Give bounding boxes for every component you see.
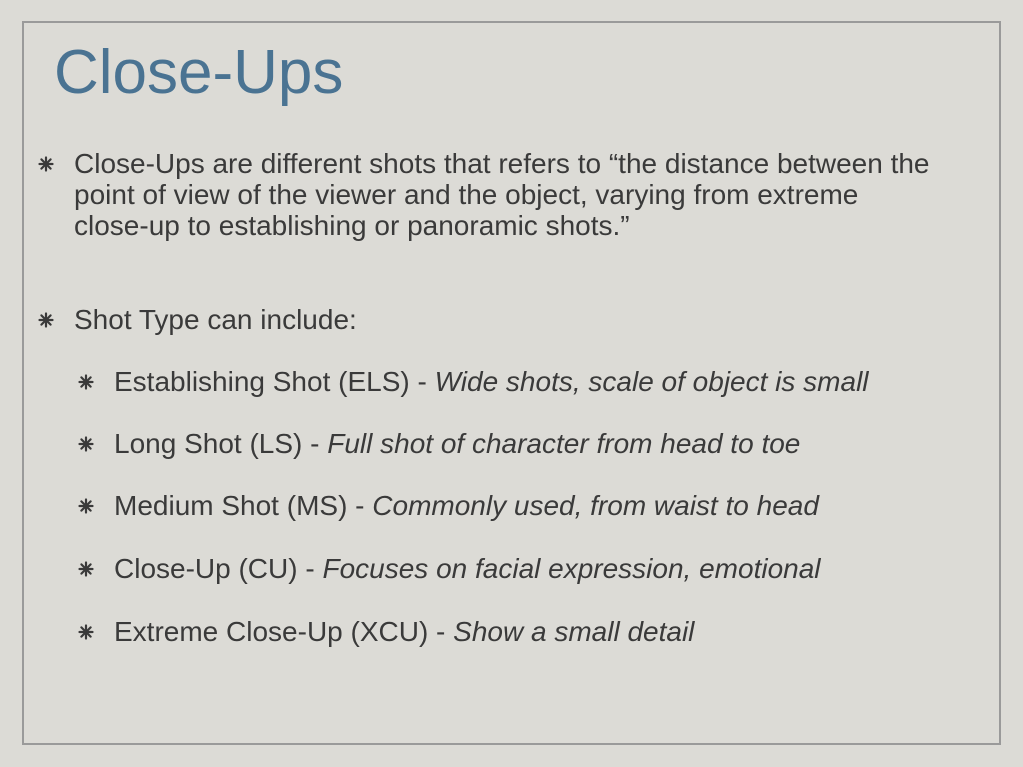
- sub-bullet-cu: [76, 553, 821, 584]
- shot-label: Long Shot (LS) -: [114, 428, 328, 459]
- sub-bullet-ls: [76, 428, 800, 459]
- shot-label: Extreme Close-Up (XCU) -: [114, 616, 454, 647]
- bullet-shot-type: [36, 304, 357, 335]
- bullet-definition-text: Close-Ups are different shots that refers to “the distance between the point of view of the viewer and the object, varying from extreme close-up to establishing or panoramic shots.”: [74, 148, 930, 241]
- shot-description: Show a small detail: [453, 616, 695, 647]
- sub-bullet-els: [76, 366, 869, 397]
- shot-description: Focuses on facial expression, emotional: [322, 553, 821, 584]
- sub-bullet-ms: [76, 490, 819, 521]
- shot-description: Full shot of character from head to toe: [327, 428, 801, 459]
- shot-label: Close-Up (CU) -: [114, 553, 323, 584]
- bullet-shot-type-text: Shot Type can include:: [74, 304, 357, 335]
- shot-label: Establishing Shot (ELS) -: [114, 366, 435, 397]
- shot-description: Commonly used, from waist to head: [372, 490, 819, 521]
- shot-description: Wide shots, scale of object is small: [434, 366, 869, 397]
- shot-label: Medium Shot (MS) -: [114, 490, 373, 521]
- slide-title: Close-Ups: [54, 38, 344, 107]
- bullet-definition: [36, 148, 936, 241]
- sub-bullet-xcu: [76, 616, 694, 647]
